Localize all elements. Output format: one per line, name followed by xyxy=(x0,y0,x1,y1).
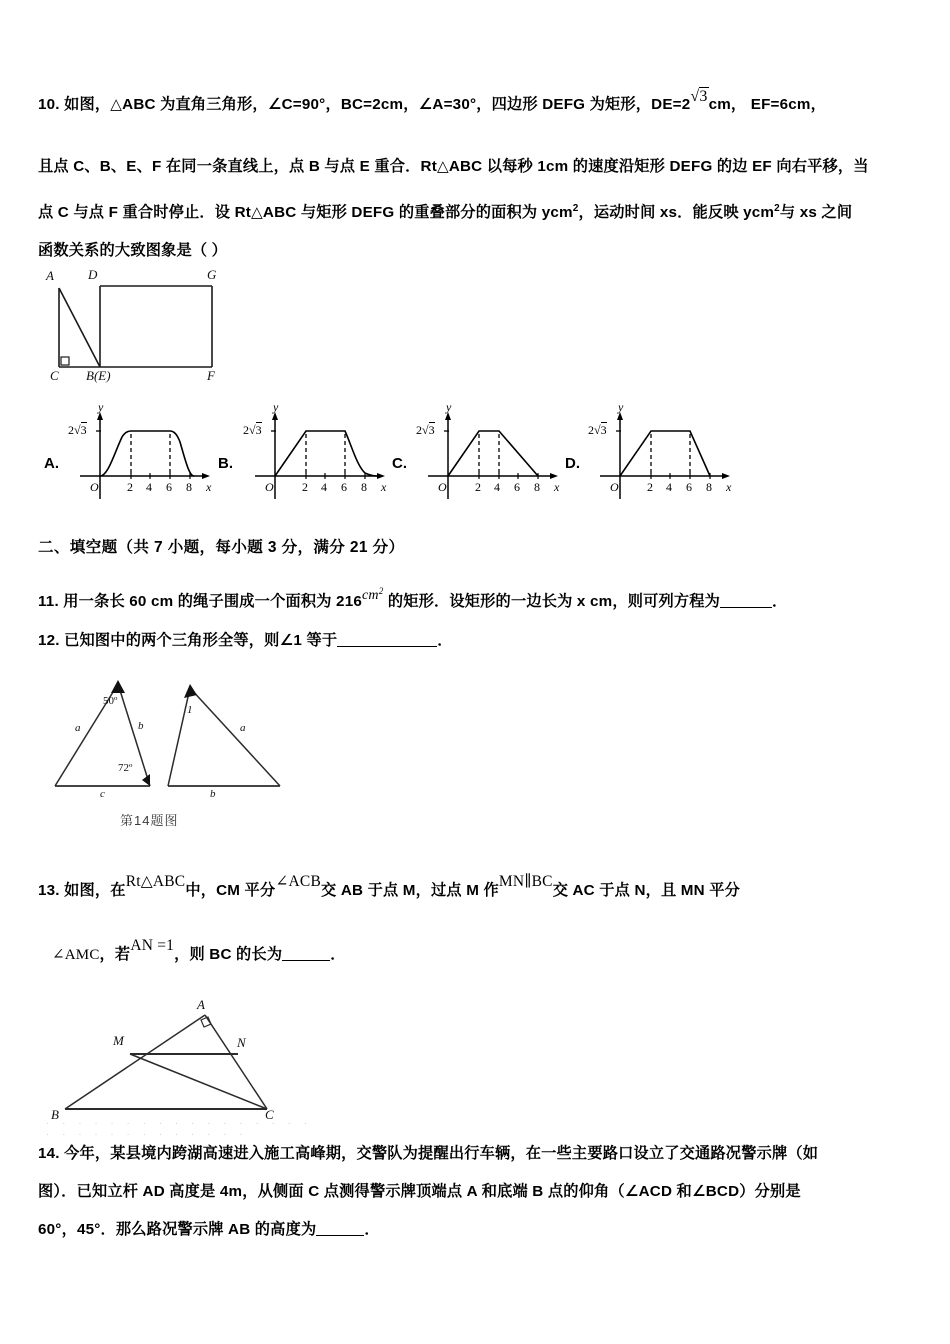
option-b-y-value: 2√3 xyxy=(243,423,262,437)
question-14-line-1 xyxy=(38,1135,933,1173)
option-b-origin: O xyxy=(265,480,274,494)
sqrt-symbol: √3 xyxy=(690,88,708,105)
figure-12-side-c: c xyxy=(100,788,105,800)
question-13-math-angle-acb: ∠ACB xyxy=(275,873,322,890)
figure-10-label-A: A xyxy=(46,268,54,283)
option-c-origin: O xyxy=(438,480,447,494)
option-a-xtick-6: 6 xyxy=(166,480,172,494)
option-a-y-value: 2√3 xyxy=(68,423,87,437)
option-d-xtick-4: 4 xyxy=(666,480,672,494)
option-d-xtick-6: 6 xyxy=(686,480,692,494)
question-13-t6: ，则 BC 的长为 xyxy=(174,946,283,963)
superscript-square-1: 2 xyxy=(572,203,579,214)
question-13-figure xyxy=(45,995,335,1125)
option-c-xtick-8: 8 xyxy=(534,480,540,494)
option-b-graph[interactable] xyxy=(243,400,395,509)
option-a-x-label: x xyxy=(206,480,212,494)
option-b-xtick-2: 2 xyxy=(302,480,308,494)
question-11-answer-blank[interactable] xyxy=(720,593,772,608)
question-10-text-a: 如图，△ABC 为直角三角形，∠C=90°，BC=2cm，∠A=30°，四边形 DEFG 为矩形，DE=2 xyxy=(64,96,691,113)
option-a-xtick-4: 4 xyxy=(146,480,152,494)
option-a-xtick-8: 8 xyxy=(186,480,192,494)
question-14-line-3 xyxy=(38,1211,933,1249)
option-d-xtick-8: 8 xyxy=(706,480,712,494)
question-14-line-2 xyxy=(38,1173,933,1211)
option-d-y-label: y xyxy=(618,400,624,414)
question-10-text-b: cm， EF=6cm， xyxy=(708,96,826,113)
question-10-line-4 xyxy=(38,232,738,270)
question-13-t5: ，若 xyxy=(99,946,131,963)
figure-12-angle-72: 72º xyxy=(118,762,133,774)
question-10-line-2 xyxy=(38,148,928,186)
option-c-y-value: 2√3 xyxy=(416,423,435,437)
question-11-text-a: 用一条长 60 cm 的绳子围成一个面积为 216 xyxy=(63,593,362,610)
option-b-letter[interactable]: B. xyxy=(218,455,233,472)
question-10-line-3 xyxy=(38,190,928,232)
option-c-graph[interactable] xyxy=(416,400,568,509)
question-14-number: 14. xyxy=(38,1145,60,1162)
figure-10-svg xyxy=(40,270,230,385)
sqrt-radicand: 3 xyxy=(699,88,708,105)
option-a-letter[interactable]: A. xyxy=(44,455,59,472)
figure-10-label-C: C xyxy=(50,368,59,383)
figure-12-caption: 第14题图 xyxy=(120,813,179,828)
option-d-xtick-2: 2 xyxy=(647,480,653,494)
question-13-math-rt-abc: Rt△ABC xyxy=(125,873,186,890)
question-11-number: 11. xyxy=(38,593,59,610)
option-c-x-label: x xyxy=(554,480,560,494)
question-12-text-b: ． xyxy=(437,632,453,649)
question-13-t2: 中，CM 平分 xyxy=(185,882,276,899)
option-d-x-label: x xyxy=(726,480,732,494)
figure-13-label-C: C xyxy=(265,1107,274,1122)
question-13-number: 13. xyxy=(38,882,60,899)
question-10-figure xyxy=(40,267,230,385)
figure-13-label-B: B xyxy=(51,1107,59,1122)
question-13-t1: 如图，在 xyxy=(64,882,126,899)
question-13-t3: 交 AB 于点 M，过点 M 作 xyxy=(321,882,499,899)
question-10-line-1 xyxy=(38,86,918,124)
question-14-line-1-text: 今年，某县境内跨湖高速进入施工高峰期，交警队为提醒出行车辆，在一些主要路口设立了交通路况警示牌（如 xyxy=(64,1145,819,1162)
option-c-xtick-2: 2 xyxy=(475,480,481,494)
question-13-answer-blank[interactable] xyxy=(282,946,330,961)
superscript-square-2: 2 xyxy=(774,203,780,214)
question-11-text-c: ． xyxy=(772,593,788,610)
figure-10-label-F: F xyxy=(207,368,215,383)
question-12-answer-blank[interactable] xyxy=(337,632,437,647)
figure-10-label-G: G xyxy=(207,267,217,282)
question-10-line-3-b: ，运动时间 xs．能反映 ycm xyxy=(578,204,775,222)
question-14-line-3-a: 60°，45°．那么路况警示牌 AB 的高度为 xyxy=(38,1221,317,1238)
section-2-heading: 二、填空题（共 7 小题，每小题 3 分，满分 21 分） xyxy=(38,539,405,556)
option-c-xtick-6: 6 xyxy=(514,480,520,494)
option-d-graph[interactable] xyxy=(588,400,740,509)
question-10-line-3-c: 与 xs 之间 xyxy=(779,204,853,222)
figure-13-label-M: M xyxy=(113,1033,124,1048)
option-d-y-value: 2√3 xyxy=(588,423,607,437)
question-11 xyxy=(38,572,928,621)
figure-12-angle-50: 50º xyxy=(103,695,118,707)
question-13-t4: 交 AC 于点 N，且 MN 平分 xyxy=(552,882,741,899)
question-13-line-2 xyxy=(52,936,942,974)
option-b-xtick-4: 4 xyxy=(321,480,327,494)
option-b-x-label: x xyxy=(381,480,387,494)
question-10-line-2-text: 且点 C、B、E、F 在同一条直线上，点 B 与点 E 重合．Rt△ABC 以每秒 1cm 的速度沿矩形 DEFG 的边 EF 向右平移，当 xyxy=(38,158,869,175)
option-a-origin: O xyxy=(90,480,99,494)
figure-13-label-A: A xyxy=(197,997,205,1012)
figure-12-side-b2: b xyxy=(210,788,216,800)
question-12-number: 12. xyxy=(38,632,60,649)
question-14-line-3-b: ． xyxy=(364,1221,380,1238)
question-13-line-1 xyxy=(38,872,928,910)
option-c-letter[interactable]: C. xyxy=(392,455,407,472)
question-12-figure xyxy=(50,662,310,842)
question-11-text-b: 的矩形．设矩形的一边长为 x cm，则可列方程为 xyxy=(387,593,721,610)
figure-10-label-BE: B(E) xyxy=(86,368,111,383)
option-b-y-label: y xyxy=(273,400,279,414)
question-13-math-an-1: AN =1 xyxy=(130,937,175,954)
question-14-answer-blank[interactable] xyxy=(316,1221,364,1236)
question-10-number: 10. xyxy=(38,96,60,113)
option-a-y-label: y xyxy=(98,400,104,414)
question-10-line-4-text: 函数关系的大致图象是（ ） xyxy=(38,242,228,259)
figure-10-label-D: D xyxy=(88,267,98,282)
figure-12-angle-1: 1 xyxy=(187,704,193,716)
figure-12-side-a: a xyxy=(75,722,81,734)
question-12-text-a: 已知图中的两个三角形全等，则∠1 等于 xyxy=(64,632,338,649)
option-a-graph[interactable] xyxy=(68,400,220,509)
option-d-letter[interactable]: D. xyxy=(565,455,580,472)
figure-12-side-a2: a xyxy=(240,722,246,734)
option-c-xtick-4: 4 xyxy=(494,480,500,494)
figure-13-label-N: N xyxy=(237,1035,246,1050)
figure-13-svg xyxy=(45,995,335,1125)
figure-12-svg xyxy=(50,662,310,822)
figure-13-dotted-baseline: · · · · · · · · · · · · · · · · · · · · · · · · · · · · · · xyxy=(46,1118,313,1140)
option-b-xtick-6: 6 xyxy=(341,480,347,494)
question-14-line-2-text: 图）．已知立杆 AD 高度是 4m，从侧面 C 点测得警示牌顶端点 A 和底端 B 点的仰角（∠ACD 和∠BCD）分别是 xyxy=(38,1183,801,1200)
option-b-xtick-8: 8 xyxy=(361,480,367,494)
option-d-origin: O xyxy=(610,480,619,494)
question-13-t7: ． xyxy=(330,946,346,963)
question-13-math-angle-amc: ∠AMC xyxy=(52,947,100,963)
option-c-y-label: y xyxy=(446,400,452,414)
question-10-line-3-a: 点 C 与点 F 重合时停止．设 Rt△ABC 与矩形 DEFG 的重叠部分的面积为 ycm xyxy=(38,204,573,222)
question-11-unit: $cm^2$ xyxy=(361,586,384,603)
question-13-math-mn-bc: MN∥BC xyxy=(498,873,553,890)
option-a-xtick-2: 2 xyxy=(127,480,133,494)
question-12 xyxy=(38,622,928,660)
figure-12-side-b: b xyxy=(138,720,144,732)
